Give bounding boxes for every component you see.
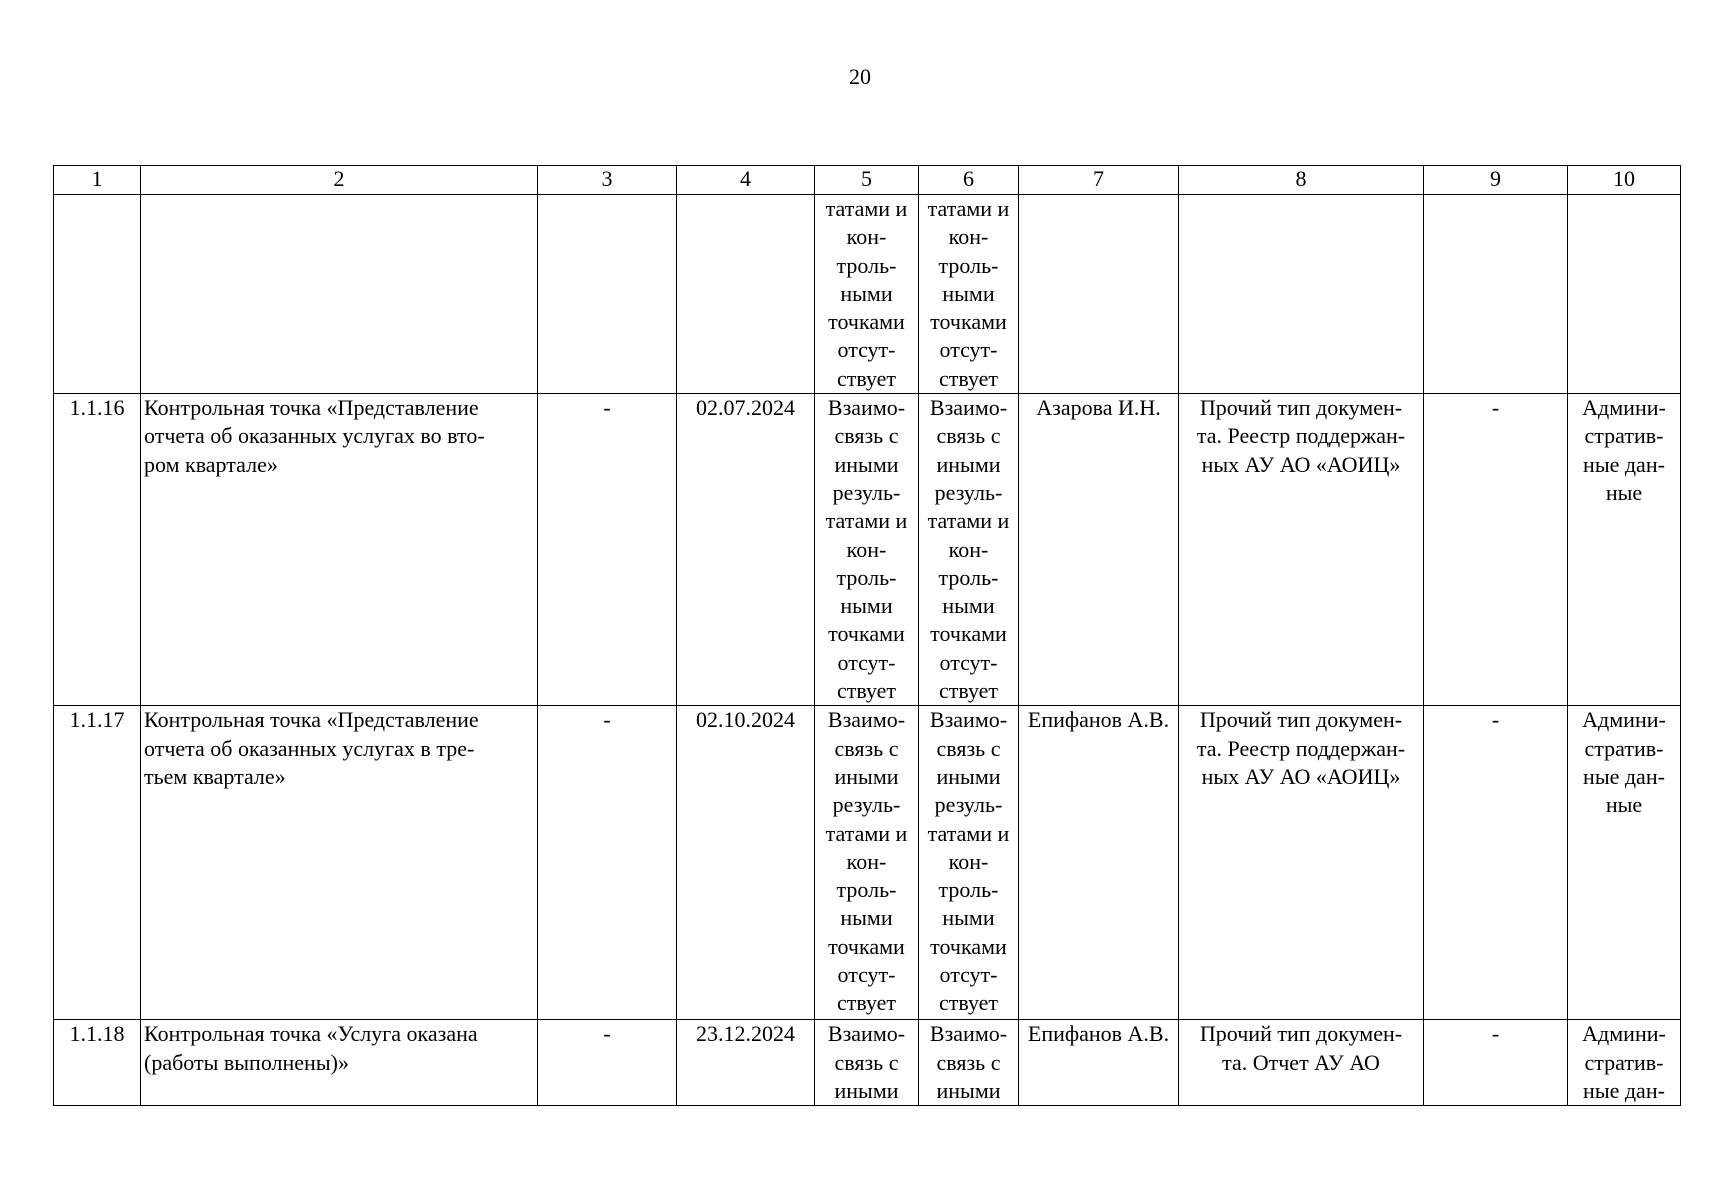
cell-document: Прочий тип докумен- та. Реестр поддержан- ных АУ АО «АОИЦ» xyxy=(1179,706,1424,1020)
cell-col3: - xyxy=(538,394,677,706)
header-cell: 5 xyxy=(815,166,919,195)
header-cell: 9 xyxy=(1424,166,1568,195)
cell-col5: татами и кон- троль- ными точками отсут- ствует xyxy=(815,195,919,394)
cell-col6: Взаимо- связь с иными xyxy=(919,1020,1019,1106)
table-row xyxy=(54,195,1681,394)
cell-responsible: Азарова И.Н. xyxy=(1019,394,1179,706)
cell-source: Админи- стратив- ные дан- xyxy=(1568,1020,1681,1106)
cell-document: Прочий тип докумен- та. Отчет АУ АО xyxy=(1179,1020,1424,1106)
header-cell: 4 xyxy=(677,166,815,195)
header-cell: 3 xyxy=(538,166,677,195)
header-cell: 1 xyxy=(54,166,141,195)
header-cell: 2 xyxy=(141,166,538,195)
cell-date: 23.12.2024 xyxy=(677,1020,815,1106)
header-cell: 6 xyxy=(919,166,1019,195)
cell-col3: - xyxy=(538,706,677,1020)
cell-col9: - xyxy=(1424,706,1568,1020)
cell-description xyxy=(141,195,538,394)
cell-document xyxy=(1179,195,1424,394)
header-row xyxy=(54,166,1681,195)
cell-description: Контрольная точка «Представление отчета об оказанных услугах во вто- ром квартале» xyxy=(141,394,538,706)
header-cell: 7 xyxy=(1019,166,1179,195)
cell-number: 1.1.17 xyxy=(54,706,141,1020)
cell-col5: Взаимо- связь с иными резуль- татами и кон- троль- ными точками отсут- ствует xyxy=(815,706,919,1020)
cell-description: Контрольная точка «Услуга оказана (работы выполнены)» xyxy=(141,1020,538,1106)
cell-col6: Взаимо- связь с иными резуль- татами и кон- троль- ными точками отсут- ствует xyxy=(919,706,1019,1020)
cell-document: Прочий тип докумен- та. Реестр поддержан- ных АУ АО «АОИЦ» xyxy=(1179,394,1424,706)
cell-responsible xyxy=(1019,195,1179,394)
table-row xyxy=(54,1020,1681,1106)
cell-source xyxy=(1568,195,1681,394)
cell-source: Админи- стратив- ные дан- ные xyxy=(1568,394,1681,706)
cell-source: Админи- стратив- ные дан- ные xyxy=(1568,706,1681,1020)
page-number: 20 xyxy=(849,64,871,89)
cell-col9 xyxy=(1424,195,1568,394)
cell-date: 02.10.2024 xyxy=(677,706,815,1020)
cell-responsible: Епифанов А.В. xyxy=(1019,706,1179,1020)
cell-number: 1.1.16 xyxy=(54,394,141,706)
cell-col3: - xyxy=(538,1020,677,1106)
cell-col9: - xyxy=(1424,394,1568,706)
header-cell: 8 xyxy=(1179,166,1424,195)
cell-col3 xyxy=(538,195,677,394)
cell-date xyxy=(677,195,815,394)
header-cell: 10 xyxy=(1568,166,1681,195)
cell-responsible: Епифанов А.В. xyxy=(1019,1020,1179,1106)
cell-description: Контрольная точка «Представление отчета об оказанных услугах в тре- тьем квартале» xyxy=(141,706,538,1020)
cell-number: 1.1.18 xyxy=(54,1020,141,1106)
cell-col9: - xyxy=(1424,1020,1568,1106)
table-row xyxy=(54,706,1681,1020)
cell-date: 02.07.2024 xyxy=(677,394,815,706)
cell-col5: Взаимо- связь с иными xyxy=(815,1020,919,1106)
cell-col6: Взаимо- связь с иными резуль- татами и кон- троль- ными точками отсут- ствует xyxy=(919,394,1019,706)
cell-col6: татами и кон- троль- ными точками отсут- ствует xyxy=(919,195,1019,394)
table-row xyxy=(54,394,1681,706)
cell-number xyxy=(54,195,141,394)
cell-col5: Взаимо- связь с иными резуль- татами и кон- троль- ными точками отсут- ствует xyxy=(815,394,919,706)
data-table xyxy=(53,165,1681,1106)
